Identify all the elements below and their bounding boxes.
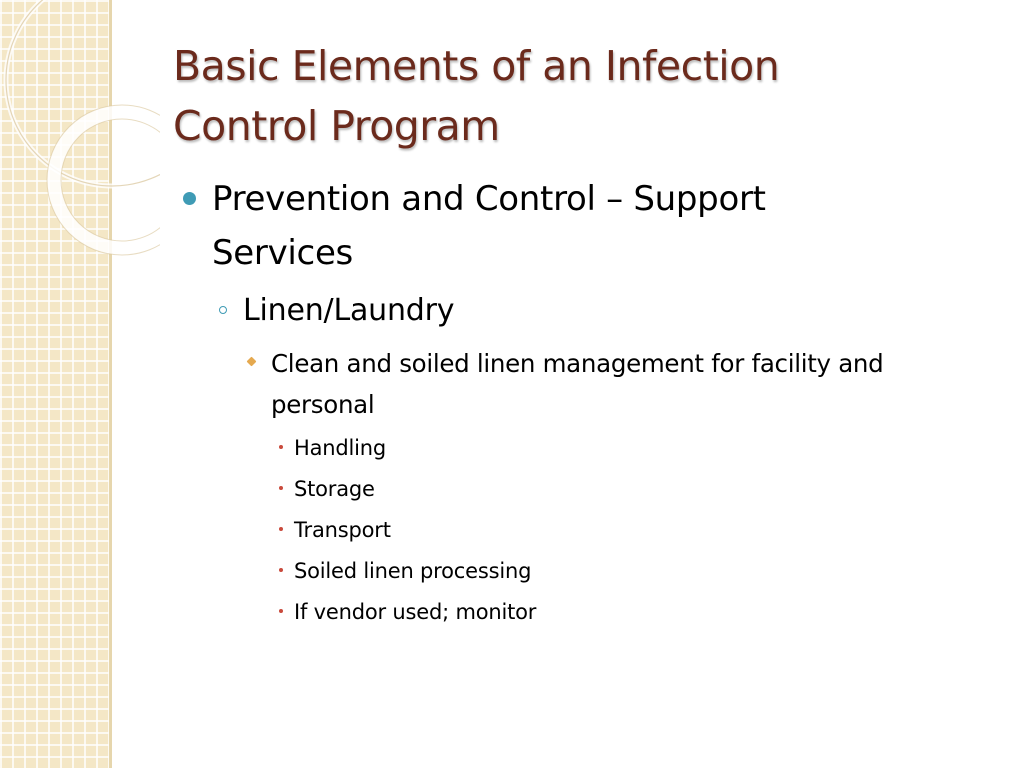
dot-bullet-icon xyxy=(279,609,283,613)
bullet-level-3 xyxy=(271,343,991,425)
dot-bullet-icon xyxy=(279,568,283,572)
dot-bullet-icon xyxy=(279,527,283,531)
bullet-level-4-text: Handling xyxy=(294,436,387,460)
dot-bullet-icon xyxy=(279,486,283,490)
bullet-level-3-line-2: personal xyxy=(271,390,375,419)
title-line-2: Control Program xyxy=(173,102,500,150)
bullet-level-4-text: Transport xyxy=(294,518,391,542)
diamond-bullet-icon xyxy=(247,357,257,367)
bullet-level-4 xyxy=(294,556,531,586)
title-line-1: Basic Elements of an Infection xyxy=(173,42,780,90)
bullet-level-4 xyxy=(294,474,375,504)
bullet-level-4 xyxy=(294,515,391,545)
dot-bullet-icon xyxy=(279,445,283,449)
bullet-level-2 xyxy=(243,290,843,332)
bullet-level-4 xyxy=(294,433,386,463)
decorative-rings xyxy=(0,0,160,260)
bullet-level-1-line-2: Services xyxy=(212,233,353,273)
bullet-level-3-line-1: Clean and soiled linen management for facility and xyxy=(271,349,884,378)
bullet-level-4 xyxy=(294,597,536,627)
filled-circle-bullet-icon xyxy=(183,192,196,205)
bullet-level-1-line-1: Prevention and Control – Support xyxy=(212,179,766,219)
bullet-level-4-text: Storage xyxy=(294,477,375,501)
bullet-level-4-text: Soiled linen processing xyxy=(294,559,532,583)
hollow-circle-bullet-icon xyxy=(219,306,227,314)
slide-title xyxy=(173,36,933,156)
bullet-level-4-text: If vendor used; monitor xyxy=(294,600,537,624)
bullet-level-1 xyxy=(212,172,892,280)
bullet-level-2-text: Linen/Laundry xyxy=(243,293,455,328)
